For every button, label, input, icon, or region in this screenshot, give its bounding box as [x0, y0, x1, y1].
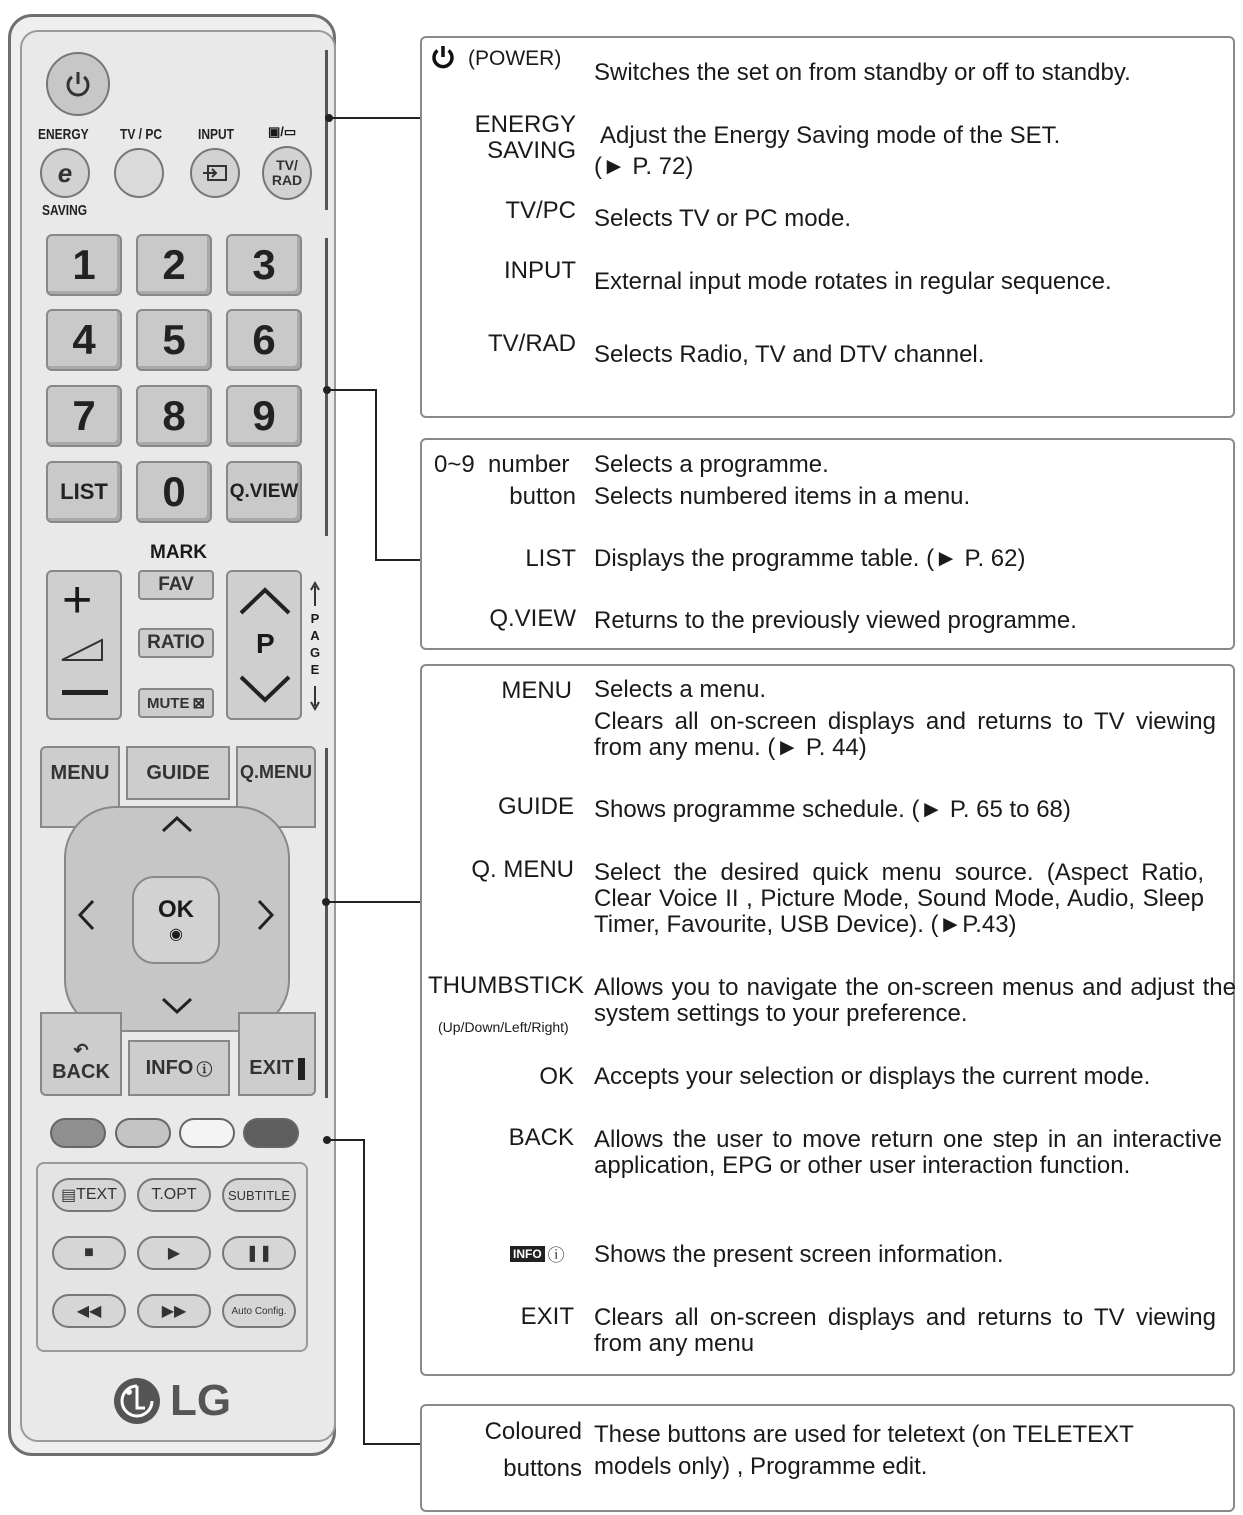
term-thumbstick: THUMBSTICK [428, 972, 584, 999]
desc-tvrad: Selects Radio, TV and DTV channel. [594, 341, 985, 368]
term-energy: ENERGY [474, 111, 576, 138]
desc-energy: Adjust the Energy Saving mode of the SET. [600, 122, 1061, 149]
subtitle-button[interactable]: SUBTITLE [222, 1178, 296, 1212]
term-power: (POWER) [468, 47, 562, 70]
connector-line [363, 1443, 421, 1445]
term-info-icon [510, 1241, 565, 1266]
saving-label: SAVING [42, 202, 88, 219]
input-icon [202, 164, 228, 182]
term-saving: SAVING [487, 137, 576, 164]
connector-line [327, 1139, 365, 1141]
volume-up-icon: + [62, 571, 93, 629]
connector-line [375, 559, 421, 561]
text-button[interactable] [52, 1178, 126, 1212]
menu-button[interactable]: MENU [40, 746, 120, 828]
exit-button[interactable] [238, 1012, 316, 1096]
term-list: LIST [525, 545, 576, 572]
pause-button[interactable] [222, 1236, 296, 1270]
connector-line [329, 117, 421, 119]
desc-info: Shows the present screen information. [594, 1241, 1004, 1268]
topt-button[interactable]: T.OPT [137, 1178, 211, 1212]
desc-power: Switches the set on from standby or off to standby. [594, 59, 1131, 86]
key-5[interactable]: 5 [136, 309, 212, 371]
desc-menu: Selects a menu. [594, 676, 767, 703]
exit-label: EXIT [249, 1057, 294, 1079]
tvrad-label-top: TV/ [276, 157, 298, 173]
power-icon [63, 69, 93, 99]
term-input: INPUT [504, 257, 576, 284]
energy-icon: e [57, 157, 73, 188]
stop-button[interactable] [52, 1236, 126, 1270]
desc-exit: Clears all on-screen displays and returns to TV viewing from any menu [594, 1304, 1216, 1357]
nav-up-icon[interactable] [160, 814, 194, 834]
desc-tvpc: Selects TV or PC mode. [594, 205, 851, 232]
text-label: TEXT [76, 1186, 117, 1203]
page-arrow-icon [309, 580, 321, 712]
desc-coloured: These buttons are used for teletext (on TELETEXT models only) , Programme edit. [594, 1421, 1134, 1480]
term-qmenu: Q. MENU [471, 856, 574, 883]
guide-button[interactable]: GUIDE [126, 746, 230, 800]
term-thumbstick-dirs: (Up/Down/Left/Right) [438, 1019, 569, 1035]
term-guide: GUIDE [497, 793, 574, 820]
info-button[interactable] [128, 1040, 230, 1096]
term-coloured: Coloured [484, 1418, 582, 1445]
edge-groove [325, 748, 328, 1098]
nav-right-icon[interactable] [256, 898, 276, 932]
tvpc-label: TV / PC [120, 126, 163, 143]
connector-line [363, 1139, 365, 1445]
info-circle-icon: ⓘ [547, 1246, 565, 1265]
volume-ramp-icon [60, 638, 104, 662]
tvrad-label-bottom: RAD [271, 172, 303, 188]
desc-qview: Returns to the previously viewed programme. [594, 607, 1077, 634]
key-4[interactable]: 4 [46, 309, 122, 371]
key-8[interactable]: 8 [136, 385, 212, 447]
fav-button[interactable]: FAV [138, 570, 214, 600]
connector-line [327, 389, 377, 391]
ok-button[interactable] [132, 876, 220, 964]
input-label: INPUT [198, 126, 234, 143]
text-icon: ▤ [60, 1187, 77, 1204]
key-7[interactable]: 7 [46, 385, 122, 447]
play-button[interactable] [137, 1236, 211, 1270]
key-3[interactable]: 3 [226, 234, 302, 296]
key-6[interactable]: 6 [226, 309, 302, 371]
ok-dot-icon: ◉ [169, 926, 183, 943]
info-label: INFO [145, 1056, 194, 1079]
coloured-button-4[interactable] [243, 1118, 299, 1148]
connector-line [375, 389, 377, 561]
qmenu-button[interactable]: Q.MENU [236, 746, 316, 828]
term-menu: MENU [501, 677, 572, 704]
back-label: BACK [52, 1061, 110, 1083]
channel-up-icon [238, 586, 292, 616]
power-button[interactable] [46, 52, 110, 116]
info-icon: ⓘ [196, 1061, 213, 1079]
power-symbol-icon [430, 44, 456, 70]
desc-list: Displays the programme table. (► P. 62) [594, 545, 1026, 572]
exit-icon [298, 1058, 305, 1080]
pause-icon: ❚❚ [245, 1245, 273, 1262]
coloured-button-1[interactable] [50, 1118, 106, 1148]
mute-button[interactable] [138, 688, 214, 718]
list-button[interactable]: LIST [46, 461, 122, 523]
tvrad-button[interactable] [262, 146, 312, 200]
lg-text: LG [170, 1376, 232, 1425]
desc-qmenu: Select the desired quick menu source. (Aspect Ratio, Clear Voice II , Picture Mode, Sound Mode, Audio, Sleep Timer, Favourite, USB Device). (►P.43) [594, 859, 1204, 938]
mute-icon: ⊠ [192, 695, 206, 712]
term-coloured-buttons: buttons [503, 1455, 582, 1482]
qview-button[interactable]: Q.VIEW [226, 461, 302, 523]
energy-label: ENERGY [38, 126, 89, 143]
term-qview: Q.VIEW [489, 605, 576, 632]
key-9[interactable]: 9 [226, 385, 302, 447]
key-1[interactable]: 1 [46, 234, 122, 296]
connector-line [326, 901, 421, 903]
coloured-button-3[interactable] [179, 1118, 235, 1148]
ratio-button[interactable]: RATIO [138, 628, 214, 658]
term-number-button: button [509, 483, 576, 510]
desc-energy-ref: (► P. 72) [594, 153, 694, 180]
nav-down-icon[interactable] [160, 996, 194, 1016]
desc-input: External input mode rotates in regular sequence. [594, 268, 1112, 295]
radio-tv-icon: ▣/▭ [268, 124, 297, 139]
page-label: PAGE [309, 611, 321, 677]
term-number: 0~9 number [434, 451, 570, 478]
volume-down-icon [62, 690, 108, 695]
desc-guide: Shows programme schedule. (► P. 65 to 68) [594, 796, 1071, 823]
fast-forward-button[interactable] [137, 1294, 211, 1328]
desc-number-2: Selects numbered items in a menu. [594, 483, 971, 510]
back-arrow-icon: ↶ [73, 1040, 89, 1060]
edge-groove [325, 50, 328, 210]
term-back: BACK [508, 1124, 574, 1151]
tvpc-button[interactable] [114, 148, 164, 198]
input-button[interactable] [190, 148, 240, 198]
term-exit: EXIT [520, 1303, 574, 1330]
back-button[interactable] [40, 1012, 122, 1096]
term-ok: OK [539, 1063, 574, 1090]
desc-number: Selects a programme. [594, 451, 829, 478]
fast-forward-icon: ▶▶ [161, 1303, 187, 1320]
term-tvpc: TV/PC [505, 197, 576, 224]
mute-label: MUTE [146, 694, 190, 712]
coloured-button-2[interactable] [115, 1118, 171, 1148]
p-label: P [256, 628, 275, 659]
desc-menu-2: Clears all on-screen displays and returns to TV viewing from any menu. (► P. 44) [594, 708, 1216, 761]
volume-rocker[interactable] [46, 570, 122, 720]
lg-logo [112, 1376, 231, 1426]
desc-thumbstick: Allows you to navigate the on-screen menus and adjust the system settings to your preference. [594, 974, 1236, 1027]
key-0[interactable]: 0 [136, 461, 212, 523]
lg-face-icon [112, 1376, 162, 1426]
rewind-icon: ◀◀ [76, 1303, 102, 1320]
stop-icon: ■ [84, 1244, 94, 1261]
channel-down-icon [238, 674, 292, 704]
program-rocker[interactable] [226, 570, 302, 720]
play-icon: ▶ [167, 1245, 181, 1262]
desc-back: Allows the user to move return one step in an interactive application, EPG or other user interaction function. [594, 1126, 1222, 1179]
term-tvrad: TV/RAD [487, 330, 576, 357]
energy-saving-button[interactable] [40, 148, 90, 198]
ok-label: OK [158, 896, 194, 923]
info-badge: INFO [510, 1246, 545, 1262]
mark-label: MARK [150, 542, 207, 563]
key-2[interactable]: 2 [136, 234, 212, 296]
nav-left-icon[interactable] [76, 898, 96, 932]
desc-ok: Accepts your selection or displays the current mode. [594, 1063, 1151, 1090]
auto-config-button[interactable]: Auto Config. [222, 1294, 296, 1328]
rewind-button[interactable] [52, 1294, 126, 1328]
